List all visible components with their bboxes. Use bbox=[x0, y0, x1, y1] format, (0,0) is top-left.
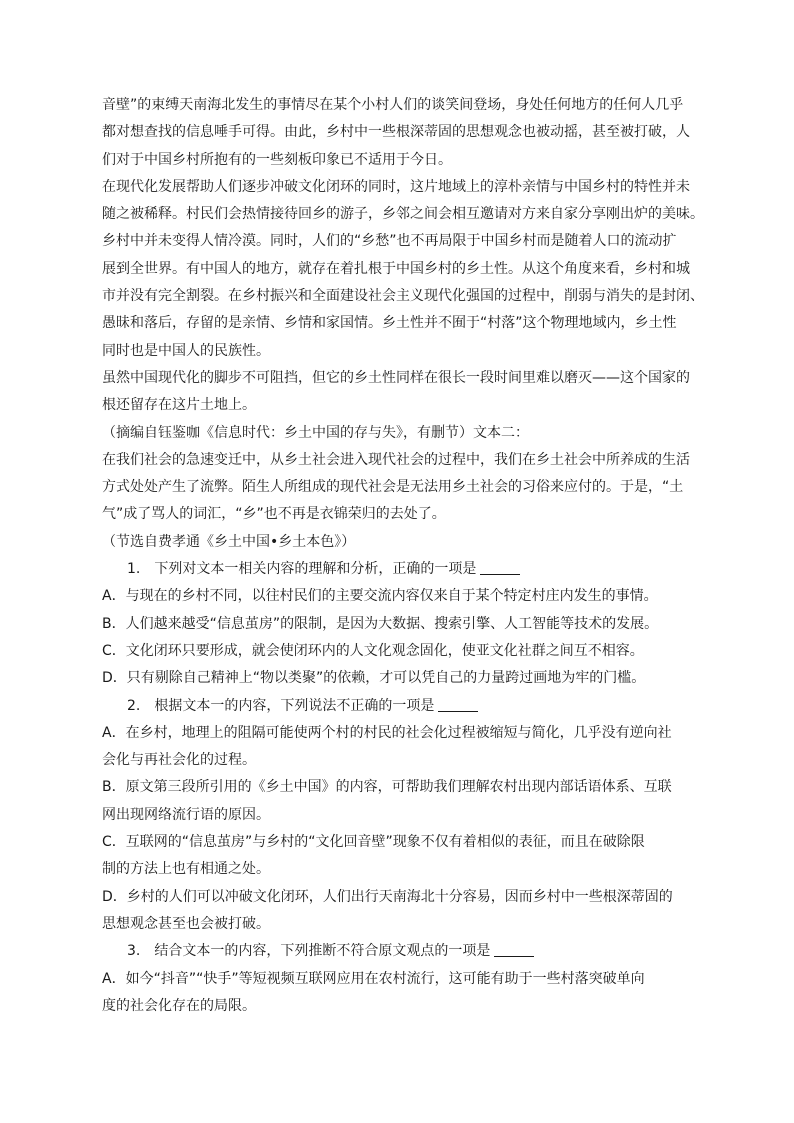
question-option: B．人们越来越受“信息茧房”的限制，是因为大数据、搜索引擎、人工智能等技术的发展。 bbox=[102, 615, 659, 632]
question-option: B．原文第三段所引用的《乡土中国》的内容，可帮助我们理解农村出现内部话语体系、互联 bbox=[102, 779, 672, 796]
text-line: 同时也是中国人的民族性。 bbox=[102, 342, 270, 359]
text-line: 方式处处产生了流弊。陌生人所组成的现代社会是无法用乡土社会的习俗来应付的。于是，“土 bbox=[102, 479, 684, 496]
text-line: 展到全世界。有中国人的地方，就存在着扎根于中国乡村的乡土性。从这个角度来看，乡村和城 bbox=[102, 260, 690, 277]
question-option-continued: 思想观念甚至也会被打破。 bbox=[102, 915, 270, 932]
source-citation: （节选自费孝通《乡土中国•乡土本色》） bbox=[102, 533, 356, 550]
question-option: D．只有剔除自己精神上“物以类聚”的依赖，才可以凭自己的力量跨过画地为牢的门槛。 bbox=[102, 670, 646, 687]
source-citation: （摘编自钰鉴咖《信息时代：乡土中国的存与失》，有删节）文本二： bbox=[102, 424, 529, 441]
question-stem-text: 2. 根据文本一的内容，下列说法不正确的一项是 bbox=[127, 697, 435, 714]
text-line: 气”成了骂人的词汇，“乡”也不再是衣锦荣归的去处了。 bbox=[102, 506, 446, 523]
answer-blank bbox=[494, 942, 534, 957]
question-option-continued: 度的社会化存在的局限。 bbox=[102, 997, 256, 1014]
text-line: 音壁”的束缚天南海北发生的事情尽在某个小村人们的谈笑间登场，身处任何地方的任何人几乎 bbox=[102, 97, 684, 113]
question-stem bbox=[102, 556, 702, 583]
question-option-continued: 会化与再社会化的过程。 bbox=[102, 752, 256, 769]
text-line: 在现代化发展帮助人们逐步冲破文化闭环的同时，这片地域上的淳朴亲情与中国乡村的特性并未 bbox=[102, 178, 690, 195]
answer-blank bbox=[438, 697, 478, 712]
question-option: A．如今“抖音”“快手”等短视频互联网应用在农村流行，这可能有助于一些村落突破单向 bbox=[102, 970, 645, 987]
question-option: C．文化闭环只要形成，就会使闭环内的人文化观念固化，使亚文化社群之间互不相容。 bbox=[102, 642, 644, 659]
text-line: 根还留存在这片土地上。 bbox=[102, 397, 256, 414]
text-line: 们对于中国乡村所抱有的一些刻板印象已不适用于今日。 bbox=[102, 151, 452, 168]
question-option: C．互联网的“信息茧房”与乡村的“文化回音壁”现象不仅有着相似的表征，而且在破除限 bbox=[102, 834, 645, 851]
text-line: 虽然中国现代化的脚步不可阻挡，但它的乡土性同样在很长一段时间里难以磨灭——这个国家的 bbox=[102, 369, 690, 386]
question-stem bbox=[102, 693, 702, 720]
answer-blank bbox=[480, 560, 520, 575]
question-option: A．与现在的乡村不同，以往村民们的主要交流内容仅来自于某个特定村庄内发生的事情。 bbox=[102, 588, 658, 605]
question-option-continued: 制的方法上也有相通之处。 bbox=[102, 861, 270, 878]
text-line: 在我们社会的急速变迁中，从乡土社会进入现代社会的过程中，我们在乡土社会中所养成的生活 bbox=[102, 451, 690, 468]
text-line: 市并没有完全割裂。在乡村振兴和全面建设社会主义现代化强国的过程中，削弱与消失的是封闭、 bbox=[102, 288, 704, 305]
question-stem-text: 3. 结合文本一的内容，下列推断不符合原文观点的一项是 bbox=[127, 943, 491, 960]
question-stem bbox=[102, 938, 702, 965]
text-line: 愚昧和落后，存留的是亲情、乡情和家国情。乡土性并不囿于“村落”这个物理地域内，乡土性 bbox=[102, 315, 677, 332]
text-line: 随之被稀释。村民们会热情接待回乡的游子，乡邻之间会相互邀请对方来自家分享刚出炉的美味。 bbox=[102, 206, 704, 223]
question-option: D．乡村的人们可以冲破文化闭环，人们出行天南海北十分容易，因而乡村中一些根深蒂固的 bbox=[102, 888, 673, 905]
text-line: 都对想查找的信息唾手可得。由此，乡村中一些根深蒂固的思想观念也被动摇，甚至被打破，人 bbox=[102, 124, 690, 141]
document-content bbox=[102, 92, 702, 1020]
text-line: 乡村中并未变得人情冷漠。同时，人们的“乡愁”也不再局限于中国乡村而是随着人口的流动扩 bbox=[102, 233, 677, 250]
question-stem-text: 1. 下列对文本一相关内容的理解和分析，正确的一项是 bbox=[127, 561, 477, 578]
question-option: A．在乡村，地理上的阻隔可能使两个村的村民的社会化过程被缩短与简化，几乎没有逆向社 bbox=[102, 724, 672, 741]
question-option-continued: 网出现网络流行语的原因。 bbox=[102, 806, 270, 823]
